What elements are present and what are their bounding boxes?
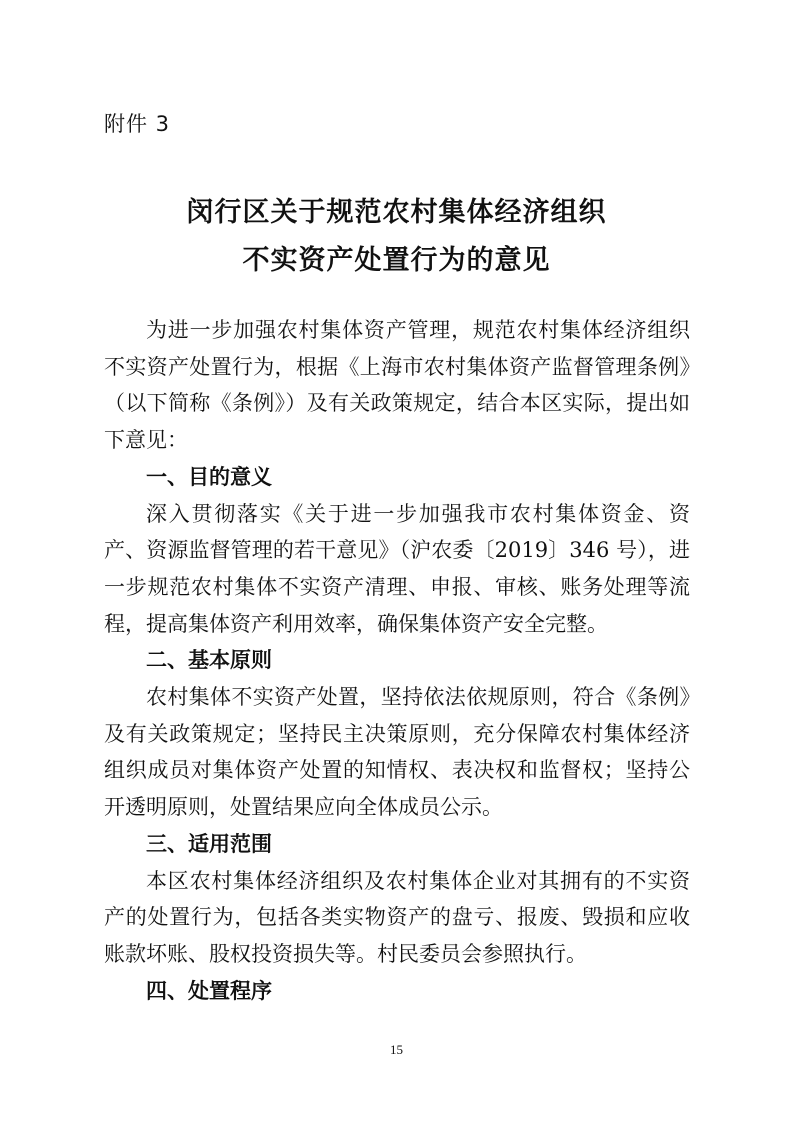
section-body-3: 本区农村集体经济组织及农村集体企业对其拥有的不实资产的处置行为，包括各类实物资产的盘亏、报废、毁损和应收账款坏账、股权投资损失等。村民委员会参照执行。 xyxy=(104,868,690,966)
section-heading-3: 三、适用范围 xyxy=(146,831,272,856)
section-heading-2: 二、基本原则 xyxy=(146,648,272,673)
document-title-line-2: 不实资产处置行为的意见 xyxy=(242,245,551,276)
section-body-2: 农村集体不实资产处置，坚持依法依规原则，符合《条例》及有关政策规定；坚持民主决策原则，充分保障农村集体经济组织成员对集体资产处置的知情权、表决权和监督权；坚持公开透明原则，处置结果应向全体成员公示。 xyxy=(104,685,690,820)
page-number: 15 xyxy=(390,1042,403,1057)
intro-paragraph: 为进一步加强农村集体资产管理，规范农村集体经济组织不实资产处置行为，根据《上海市农村集体资产监督管理条例》（以下简称《条例》）及有关政策规定，结合本区实际，提出如下意见： xyxy=(104,318,690,453)
document-title-line-1: 闵行区关于规范农村集体经济组织 xyxy=(186,197,607,228)
document-body xyxy=(104,312,690,1009)
section-heading-1: 一、目的意义 xyxy=(146,464,272,489)
section-heading-4: 四、处置程序 xyxy=(146,978,272,1003)
attachment-label: 附件 3 xyxy=(104,112,171,136)
section-body-1: 深入贯彻落实《关于进一步加强我市农村集体资金、资产、资源监督管理的若干意见》（沪农委〔2019〕346 号），进一步规范农村集体不实资产清理、申报、审核、账务处理等流程，提高集体资产利用效率，确保集体资产安全完整。 xyxy=(104,501,690,636)
